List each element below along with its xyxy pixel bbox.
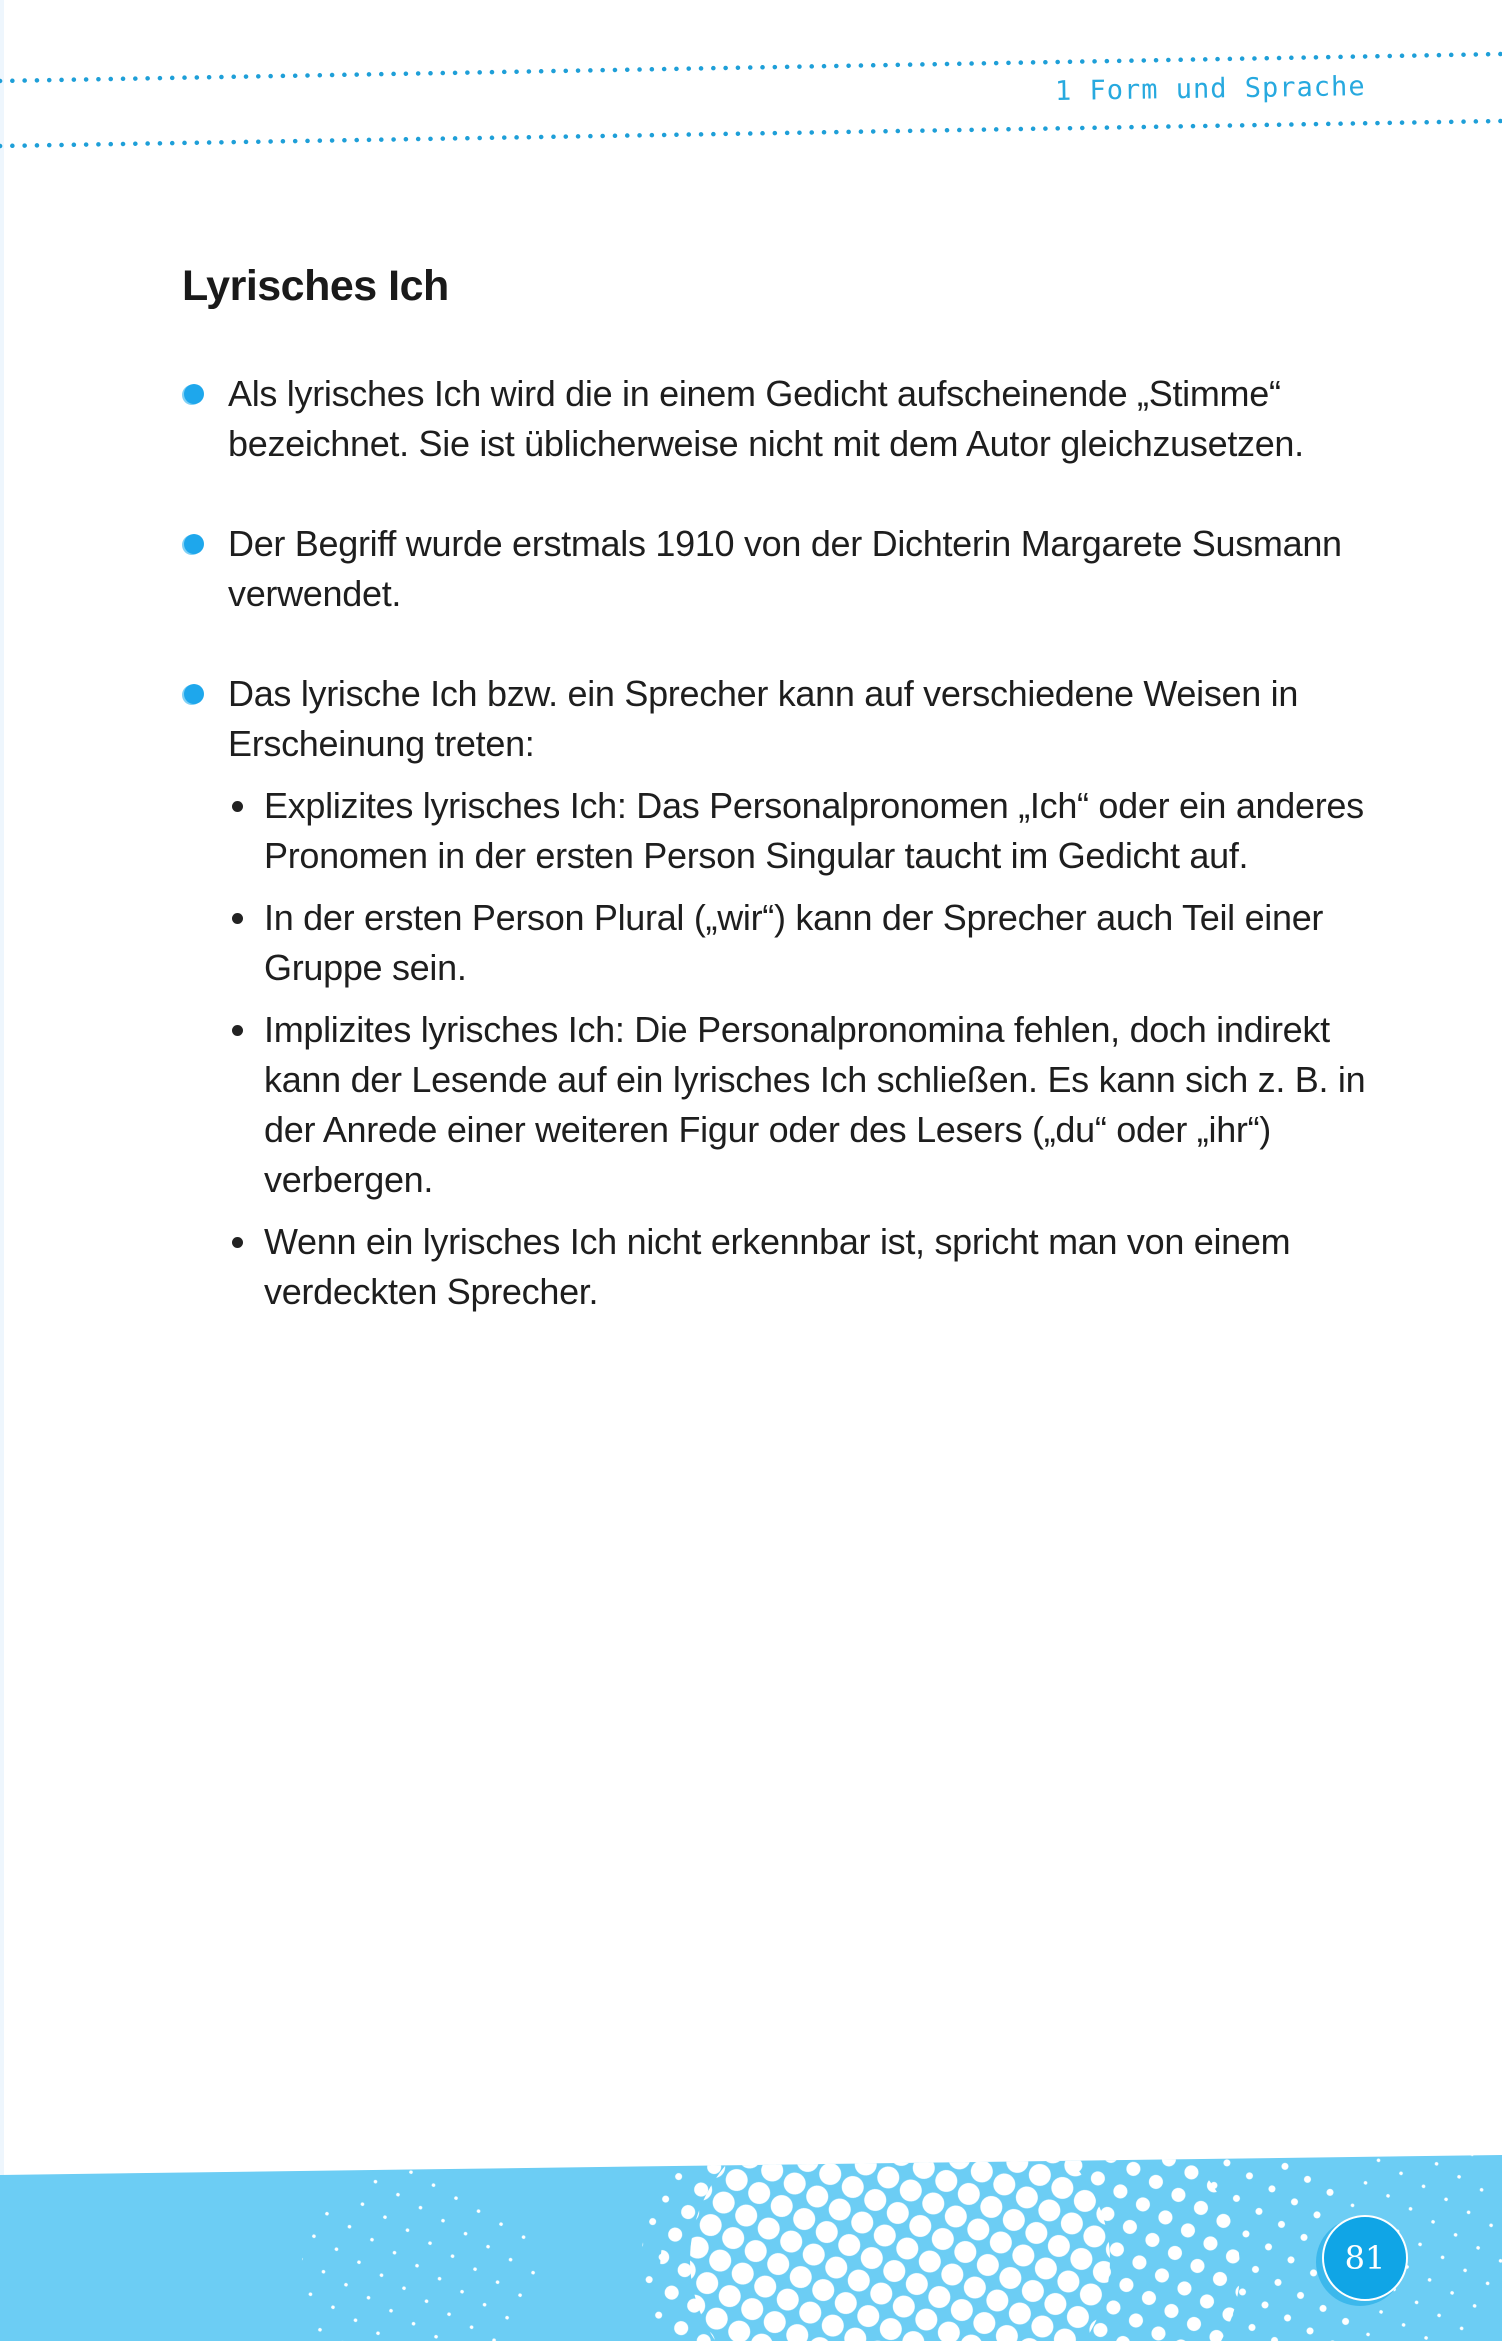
list-item: [182, 519, 1382, 619]
sub-list-item: [228, 781, 1382, 881]
running-head: 1 Form und Sprache: [1054, 71, 1366, 107]
sub-list-item: [228, 1217, 1382, 1317]
page-number-badge: 81: [1322, 2215, 1408, 2301]
page-edge: [0, 0, 4, 2341]
footer-halftone-band: [0, 2130, 1502, 2341]
black-bullet-icon: [232, 801, 243, 812]
header-dotted-rule-bottom: [0, 121, 1502, 146]
sub-bullet-list: [228, 781, 1382, 1317]
sub-list-item-text: Wenn ein lyrisches Ich nicht erkennbar ist, spricht man von einem verdeckten Sprecher.: [264, 1221, 1291, 1312]
sub-list-item: [228, 1005, 1382, 1205]
list-item: [182, 669, 1382, 1317]
list-item-text: Als lyrisches Ich wird die in einem Gedicht aufscheinende „Stimme“ bezeichnet. Sie ist üblicherweise nicht mit dem Autor gleichzusetzen.: [228, 373, 1304, 464]
list-item-text: Der Begriff wurde erstmals 1910 von der Dichterin Margarete Susmann verwendet.: [228, 523, 1342, 614]
black-bullet-icon: [232, 1025, 243, 1036]
sub-list-item-text: Explizites lyrisches Ich: Das Personalpronomen „Ich“ oder ein anderes Pronomen in der ersten Person Singular taucht im Gedicht auf.: [264, 785, 1364, 876]
list-item: [182, 369, 1382, 469]
sub-list-item-text: Implizites lyrisches Ich: Die Personalpronomina fehlen, doch indirekt kann der Lesende auf ein lyrisches Ich schließen. Es kann sich z. B. in der Anrede einer weiteren Figur oder des Lesers („du“ oder „ihr“) verbergen.: [264, 1009, 1366, 1200]
blue-bullet-icon: [184, 684, 204, 704]
black-bullet-icon: [232, 1237, 243, 1248]
page-title: Lyrisches Ich: [182, 262, 449, 310]
blue-bullet-icon: [184, 384, 204, 404]
content-area: [182, 258, 1382, 1367]
sub-list-item-text: In der ersten Person Plural („wir“) kann der Sprecher auch Teil einer Gruppe sein.: [264, 897, 1324, 988]
blue-bullet-icon: [184, 534, 204, 554]
main-bullet-list: [182, 369, 1382, 1317]
black-bullet-icon: [232, 913, 243, 924]
sub-list-item: [228, 893, 1382, 993]
list-item-text: Das lyrische Ich bzw. ein Sprecher kann auf verschiedene Weisen in Erscheinung treten:: [228, 673, 1299, 764]
